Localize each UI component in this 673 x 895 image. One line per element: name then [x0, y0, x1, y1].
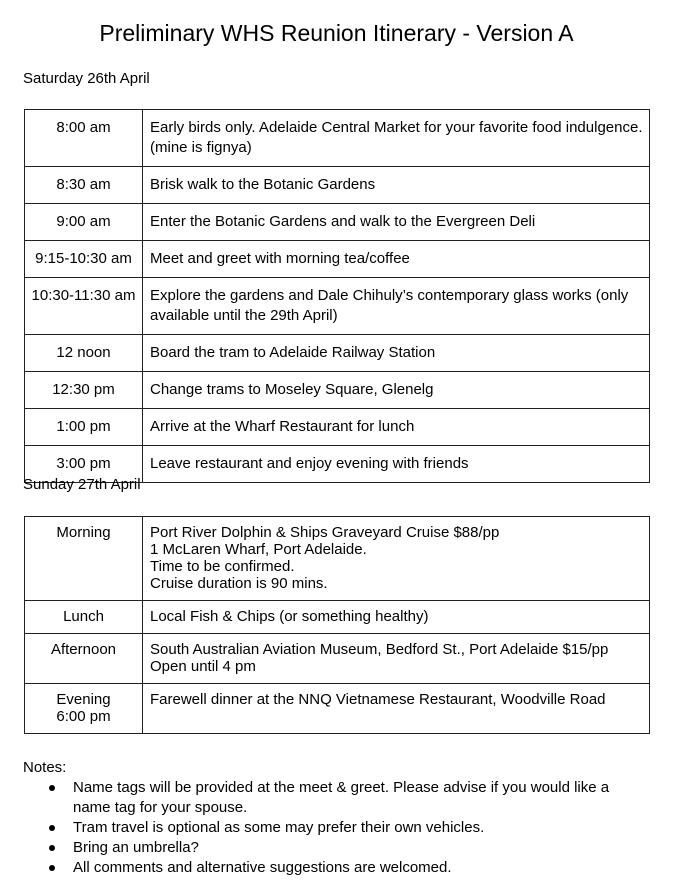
- time-cell: [25, 634, 143, 684]
- notes-list: [23, 778, 633, 878]
- time-cell: 9:15-10:30 am: [25, 241, 143, 278]
- activity-cell: [143, 684, 650, 734]
- activity-cell: Explore the gardens and Dale Chihuly’s contemporary glass works (only available until the 29th April): [143, 278, 650, 335]
- time-line: 6:00 pm: [56, 708, 111, 725]
- time-line: Morning: [56, 524, 111, 541]
- table-row: [25, 241, 650, 278]
- activity-cell: [143, 601, 650, 634]
- note-text: Tram travel is optional as some may prefer their own vehicles.: [73, 819, 485, 836]
- table-row: [25, 409, 650, 446]
- table-row: [25, 372, 650, 409]
- bullet-icon: [49, 825, 55, 831]
- time-cell: 3:00 pm: [25, 446, 143, 483]
- time-cell: 9:00 am: [25, 204, 143, 241]
- note-text: Bring an umbrella?: [73, 839, 199, 856]
- activity-cell: Leave restaurant and enjoy evening with friends: [143, 446, 650, 483]
- table-row: [25, 517, 650, 601]
- activity-cell: Brisk walk to the Botanic Gardens: [143, 167, 650, 204]
- saturday-itinerary-table: [24, 109, 650, 483]
- note-text: All comments and alternative suggestions are welcomed.: [73, 859, 452, 876]
- time-line: Evening: [56, 691, 111, 708]
- time-line: Lunch: [63, 608, 104, 625]
- activity-cell: [143, 634, 650, 684]
- notes-label: Notes:: [23, 759, 67, 776]
- sunday-itinerary-table: [24, 516, 650, 734]
- activity-cell: Board the tram to Adelaide Railway Station: [143, 335, 650, 372]
- table-row: [25, 110, 650, 167]
- table-row: [25, 278, 650, 335]
- table-row: [25, 684, 650, 734]
- activity-cell: [143, 517, 650, 601]
- table-row: [25, 601, 650, 634]
- note-item: [73, 858, 633, 878]
- time-line: Afternoon: [50, 641, 117, 658]
- activity-line: South Australian Aviation Museum, Bedford St., Port Adelaide $15/pp: [150, 641, 609, 658]
- activity-cell: Early birds only. Adelaide Central Market for your favorite food indulgence. (mine is fignya): [143, 110, 650, 167]
- activity-cell: Meet and greet with morning tea/coffee: [143, 241, 650, 278]
- table-row: [25, 634, 650, 684]
- bullet-icon: [49, 785, 55, 791]
- activity-line: Open until 4 pm: [150, 658, 256, 675]
- time-cell: 8:30 am: [25, 167, 143, 204]
- bullet-icon: [49, 845, 55, 851]
- sunday-heading: Sunday 27th April: [23, 476, 141, 493]
- activity-line: Port River Dolphin & Ships Graveyard Cruise $88/pp: [150, 524, 500, 541]
- time-cell: 1:00 pm: [25, 409, 143, 446]
- saturday-heading: Saturday 26th April: [23, 70, 150, 87]
- note-text: Name tags will be provided at the meet & greet. Please advise if you would like a name tag for your spouse.: [73, 779, 610, 816]
- activity-line: Time to be confirmed.: [150, 558, 295, 575]
- table-row: [25, 167, 650, 204]
- time-cell: [25, 517, 143, 601]
- time-cell: 12:30 pm: [25, 372, 143, 409]
- activity-line: Local Fish & Chips (or something healthy): [150, 608, 429, 625]
- document-title: Preliminary WHS Reunion Itinerary - Version A: [99, 20, 574, 46]
- table-row: [25, 204, 650, 241]
- activity-line: Cruise duration is 90 mins.: [150, 575, 328, 592]
- time-cell: 10:30-11:30 am: [25, 278, 143, 335]
- activity-cell: Change trams to Moseley Square, Glenelg: [143, 372, 650, 409]
- time-cell: 8:00 am: [25, 110, 143, 167]
- bullet-icon: [49, 865, 55, 871]
- activity-cell: Arrive at the Wharf Restaurant for lunch: [143, 409, 650, 446]
- note-item: [73, 778, 633, 818]
- note-item: [73, 818, 633, 838]
- note-item: [73, 838, 633, 858]
- activity-line: Farewell dinner at the NNQ Vietnamese Restaurant, Woodville Road: [150, 691, 606, 708]
- table-row: [25, 335, 650, 372]
- activity-cell: Enter the Botanic Gardens and walk to the Evergreen Deli: [143, 204, 650, 241]
- activity-line: 1 McLaren Wharf, Port Adelaide.: [150, 541, 367, 558]
- time-cell: [25, 601, 143, 634]
- time-cell: 12 noon: [25, 335, 143, 372]
- time-cell: [25, 684, 143, 734]
